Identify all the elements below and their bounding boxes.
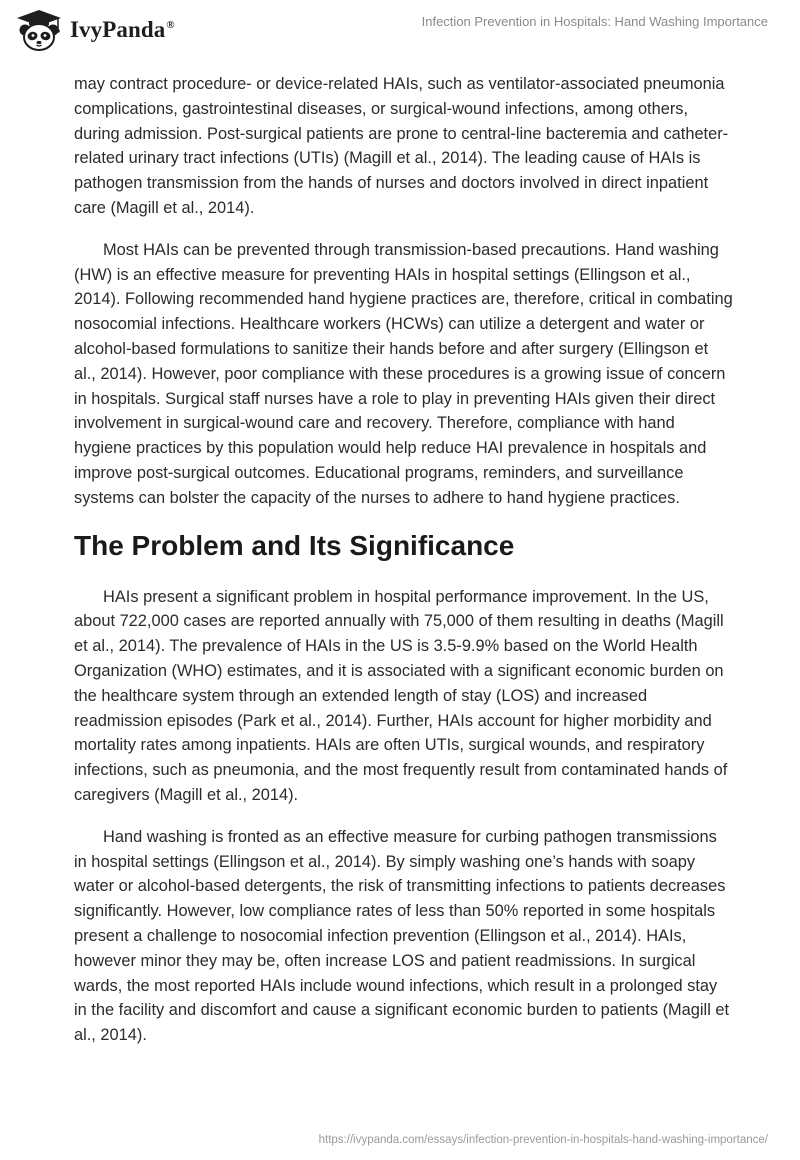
source-url[interactable]: https://ivypanda.com/essays/infection-prevention-in-hospitals-hand-washing-importance/ (318, 1134, 768, 1146)
logo[interactable] (14, 8, 175, 52)
paragraph: Hand washing is fronted as an effective measure for curbing pathogen transmissions in hospital settings (Ellingson et al., 2014). By simply washing one’s hands with soapy water or alcohol-based detergents, the risk of transmitting infections to patients decreases significantly. However, low compliance rates of less than 50% reported in some hospitals present a challenge to nosocomial infection prevention (Ellingson et al., 2014). HAIs, however minor they may be, often increase LOS and patient readmissions. In surgical wards, the most reported HAIs include wound infections, which result in a prolonged stay in the facility and discomfort and cause a significant economic burden to patients (Magill et al., 2014). (74, 827, 730, 1045)
paragraph: HAIs present a significant problem in hospital performance improvement. In the US, about 722,000 cases are reported annually with 75,000 of them resulting in deaths (Magill et al., 2014). The prevalence of HAIs in the US is 3.5-9.9% based on the World Health Organization (WHO) estimates, and it is associated with a significant economic burden on the healthcare system through an extended length of stay (LOS) and increased readmission episodes (Park et al., 2014). Further, HAIs account for higher morbidity and mortality rates among inpatients. HAIs are often UTIs, surgical wounds, and respiratory infections, such as pneumonia, and the most frequently result from contaminated hands of caregivers (Magill et al., 2014). (74, 587, 728, 804)
paragraph: Most HAIs can be prevented through transmission-based precautions. Hand washing (HW) is an effective measure for preventing HAIs in hospital settings (Ellingson et al., 2014). Following recommended hand hygiene practices are, therefore, critical in combating nosocomial infections. Healthcare workers (HCWs) can utilize a detergent and water or alcohol-based formulations to sanitize their hands before and after surgery (Ellingson et al., 2014). However, poor compliance with these procedures is a growing issue of concern in hospitals. Surgical staff nurses have a role to play in preventing HAIs given their direct involvement in surgical-wound care and recovery. Therefore, compliance with hand hygiene practices by this population would help reduce HAI prevalence in hospitals and improve post-surgical outcomes. Educational programs, reminders, and surveillance systems can bolster the capacity of the nurses to adhere to hand hygiene practices. (74, 240, 733, 507)
paragraph: may contract procedure- or device-related HAIs, such as ventilator-associated pneumonia complications, gastrointestinal diseases, or surgical-wound infections, among others, during admission. Post-surgical patients are prone to central-line bacteremia and catheter-related urinary tract infections (UTIs) (Magill et al., 2014). The leading cause of HAIs is pathogen transmission from the hands of nurses and doctors involved in direct inpatient care (Magill et al., 2014). (74, 75, 729, 217)
document-title: Infection Prevention in Hospitals: Hand Washing Importance (421, 14, 768, 29)
essay-content (74, 72, 734, 1065)
logo-text: IvyPanda® (70, 17, 175, 42)
panda-graduate-icon (14, 8, 64, 52)
section-heading: The Problem and Its Significance (74, 529, 515, 561)
page-header (0, 0, 800, 60)
